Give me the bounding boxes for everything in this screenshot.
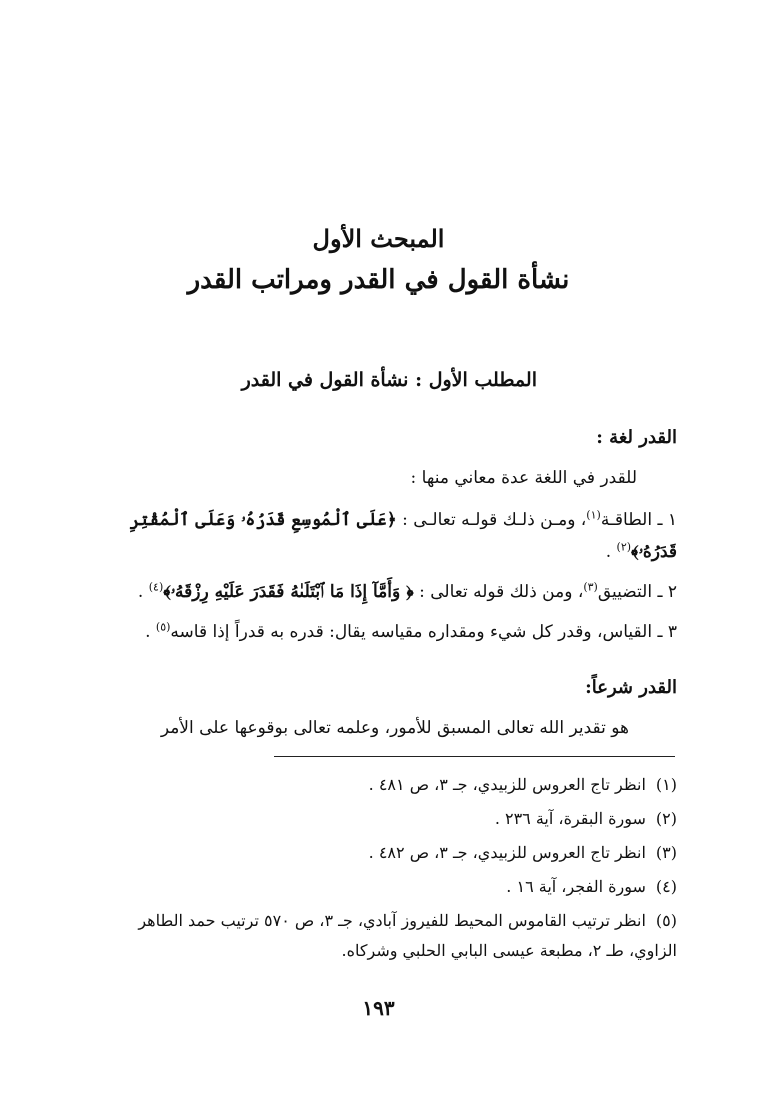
footnote-ref: (٢) (616, 540, 632, 554)
footnote-separator (274, 756, 675, 757)
quran-verse-cont: قَدَرُهُۥ﴾ (631, 542, 677, 562)
item-text: القياس، وقدر كل شيء ومقداره مقياسه يقال: قدره به قدراً إذا قاسه (170, 622, 653, 642)
chapter-title: المبحث الأول (312, 224, 445, 253)
footnote-number: (١) (655, 775, 677, 794)
item-term: الطاقـة (600, 510, 653, 530)
lexical-heading: القدر لغة : (596, 427, 677, 448)
footnote-1 (369, 772, 677, 798)
footnote-ref: (٥) (155, 620, 171, 634)
legal-heading: القدر شرعاً: (585, 677, 677, 698)
item-lead: ، ومن ذلك قوله تعالى : (419, 582, 584, 602)
footnote-text: سورة الفجر، آية ١٦ . (506, 877, 646, 896)
item-end: . (137, 582, 149, 602)
footnote-5 (138, 908, 677, 934)
footnote-ref: (١) (586, 508, 601, 522)
footnote-4 (506, 874, 677, 900)
footnote-ref: (٣) (583, 580, 598, 594)
footnote-text: انظر تاج العروس للزبيدي، جـ ٣، ص ٤٨١ . (368, 775, 646, 794)
lexical-item-1-cont (606, 538, 677, 566)
legal-text: هو تقدير الله تعالى المسبق للأمور، وعلمه تعالى بوقوعها على الأمر (160, 718, 629, 738)
item-number: ٣ ـ (657, 622, 677, 642)
section-title: المطلب الأول : نشأة القول في القدر (241, 369, 537, 391)
item-number: ٢ ـ (657, 582, 677, 602)
page-number: ١٩٣ (362, 996, 395, 1020)
item-end: . (605, 542, 617, 562)
footnote-text: انظر ترتيب القاموس المحيط للفيروز آبادي، جـ ٣، ص ٥٧٠ ترتيب حمد الطاهر (138, 911, 646, 930)
item-number: ١ ـ (657, 510, 677, 530)
quran-verse: ﴿عَلَى ٱلْمُوسِعِ قَدَرُهُۥ وَعَلَى ٱلْمُقْتِرِ (129, 510, 397, 530)
lexical-item-2 (138, 578, 677, 606)
footnote-text: انظر تاج العروس للزبيدي، جـ ٣، ص ٤٨٢ . (368, 843, 646, 862)
footnote-number: (٣) (655, 843, 677, 862)
footnote-ref: (٤) (148, 580, 164, 594)
lexical-intro: للقدر في اللغة عدة معاني منها : (410, 468, 637, 488)
item-end: . (145, 622, 156, 642)
footnote-2 (495, 806, 677, 832)
footnote-text: سورة البقرة، آية ٢٣٦ . (494, 809, 646, 828)
footnote-3 (369, 840, 677, 866)
footnote-number: (٤) (655, 877, 677, 896)
lexical-item-1 (130, 506, 677, 534)
footnote-5-cont: الزاوي، طـ ٢، مطبعة عيسى البابي الحلبي وشركاه. (341, 941, 677, 960)
chapter-subtitle: نشأة القول في القدر ومراتب القدر (187, 265, 570, 295)
footnote-number: (٥) (655, 911, 677, 930)
item-lead: ، ومـن ذلـك قولـه تعالـى : (402, 510, 587, 530)
footnote-number: (٢) (655, 809, 677, 828)
item-term: التضييق (597, 582, 653, 602)
quran-verse: ﴿ وَأَمَّآ إِذَا مَا ٱبْتَلَىٰهُ فَقَدَرَ عَلَيْهِ رِزْقَهُۥ﴾ (163, 582, 414, 602)
lexical-item-3 (145, 618, 677, 646)
